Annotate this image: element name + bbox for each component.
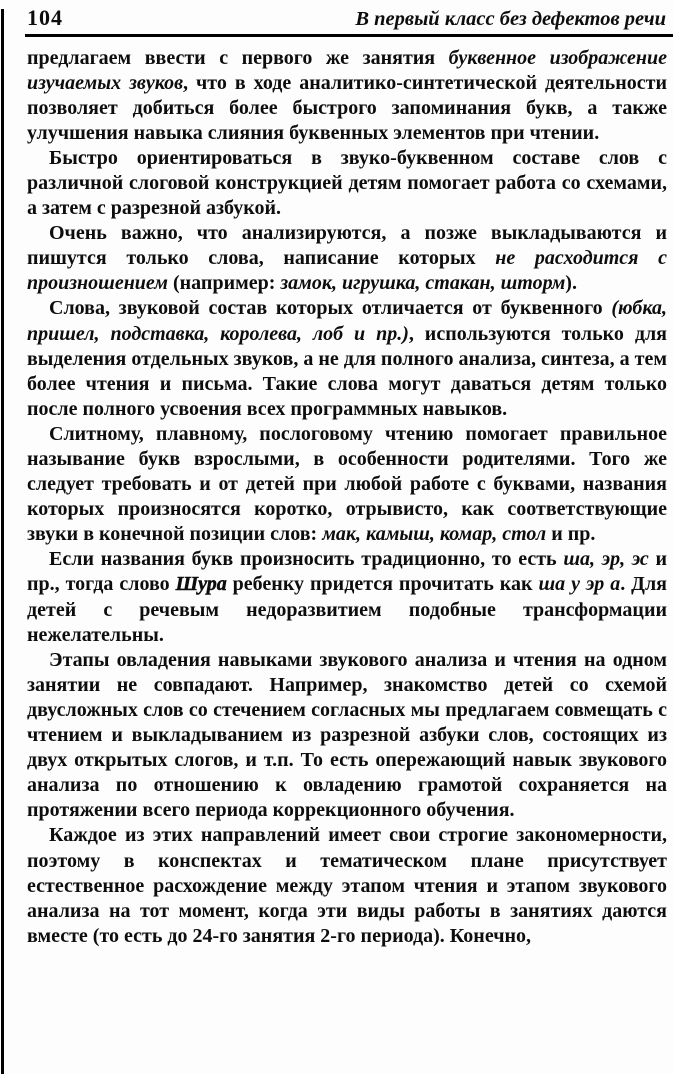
text-run: предлагаем ввести с первого же занятия <box>27 46 449 69</box>
bold-italic-text-run: Шура <box>175 573 227 596</box>
text-run: Очень важно, что анализируются, а позже выкладываются и пишутся только слова, написание которых <box>27 222 667 270</box>
text-run: (например: <box>168 272 281 295</box>
text-run: ). <box>565 272 577 295</box>
italic-text-run: ша у эр а <box>538 573 621 596</box>
text-run: Если названия букв произносить традиционно, то есть <box>49 548 564 571</box>
italic-text-run: буквенное изображение изучаемых звуков <box>27 46 667 94</box>
page-number: 104 <box>27 5 63 30</box>
running-title: В первый класс без дефектов речи <box>355 8 666 30</box>
text-run: . Для детей с речевым недоразвитием подобные трансформации нежелательны. <box>27 573 667 646</box>
text-run: и пр., тогда слово <box>27 548 667 596</box>
text-run: , используются только для выделения отдельных звуков, а не для полного анализа, синтеза, а тем более чтения и письма. Такие слова могут даваться детям только после полного усвоения всех программных навыков. <box>27 322 667 420</box>
text-run: , что в ходе аналитико-синтетической деятельности позволяет добиться более быстрого запоминания букв, а также улучшения навыка слияния буквенных элементов при чтении. <box>27 71 668 144</box>
paragraph <box>27 146 667 221</box>
paragraph <box>27 547 667 647</box>
italic-text-run: не расходится с произношением <box>27 247 667 295</box>
text-run: ребенку придется прочитать как <box>226 573 539 596</box>
paragraph <box>27 648 667 824</box>
italic-text-run: ша, эр, эс <box>563 548 649 571</box>
italic-text-run: замок, игрушка, стакан, шторм <box>280 272 566 295</box>
paragraph <box>27 46 667 146</box>
italic-text-run: (юбка, пришел, подставка, королева, лоб и пр.) <box>27 297 667 345</box>
text-run: Слитному, плавному, послоговому чтению помогает правильное называние букв взрослыми, в особенности родителями. Того же следует требовать и от детей при любой работе с буквами, названия которых произносятся коротко, отрывисто, как соответствующие звуки в конечной позиции слов: <box>27 422 667 546</box>
page-body <box>0 37 674 949</box>
paragraph <box>27 422 667 547</box>
italic-text-run: мак, камыш, комар, стол <box>322 523 547 546</box>
scan-edge-line <box>1 9 4 1074</box>
text-run: Каждое из этих направлений имеет свои строгие закономерности, поэтому в конспектах и тематическом плане присутствует естественное расхождение между этапом чтения и этапом звукового анализа на тот момент, когда эти виды работы в занятиях даются вместе (то есть до 24-го занятия 2-го периода). Конечно, <box>27 824 667 947</box>
paragraph <box>27 296 667 421</box>
paragraph <box>27 823 667 948</box>
text-run: Этапы овладения навыками звукового анализа и чтения на одном занятии не совпадают. Например, знакомство детей со схемой двусложных слов со стечением согласных мы предлагаем совмещать с чтением и выкладыванием из разрезной азбуки слов, состоящих из двух открытых слогов, и т.п. То есть опережающий навык звукового анализа по отношению к овладению грамотой сохраняется на протяжении всего периода коррекционного обучения. <box>27 648 667 822</box>
text-run: и пр. <box>546 523 596 546</box>
page-header <box>0 0 674 31</box>
text-run: Слова, звуковой состав которых отличается от буквенного <box>49 297 612 320</box>
paragraph <box>27 221 667 296</box>
text-run: Быстро ориентироваться в звуко-буквенном составе слов с различной слоговой конструкцией детям помогает работа со схемами, а затем с разрезной азбукой. <box>27 146 667 220</box>
